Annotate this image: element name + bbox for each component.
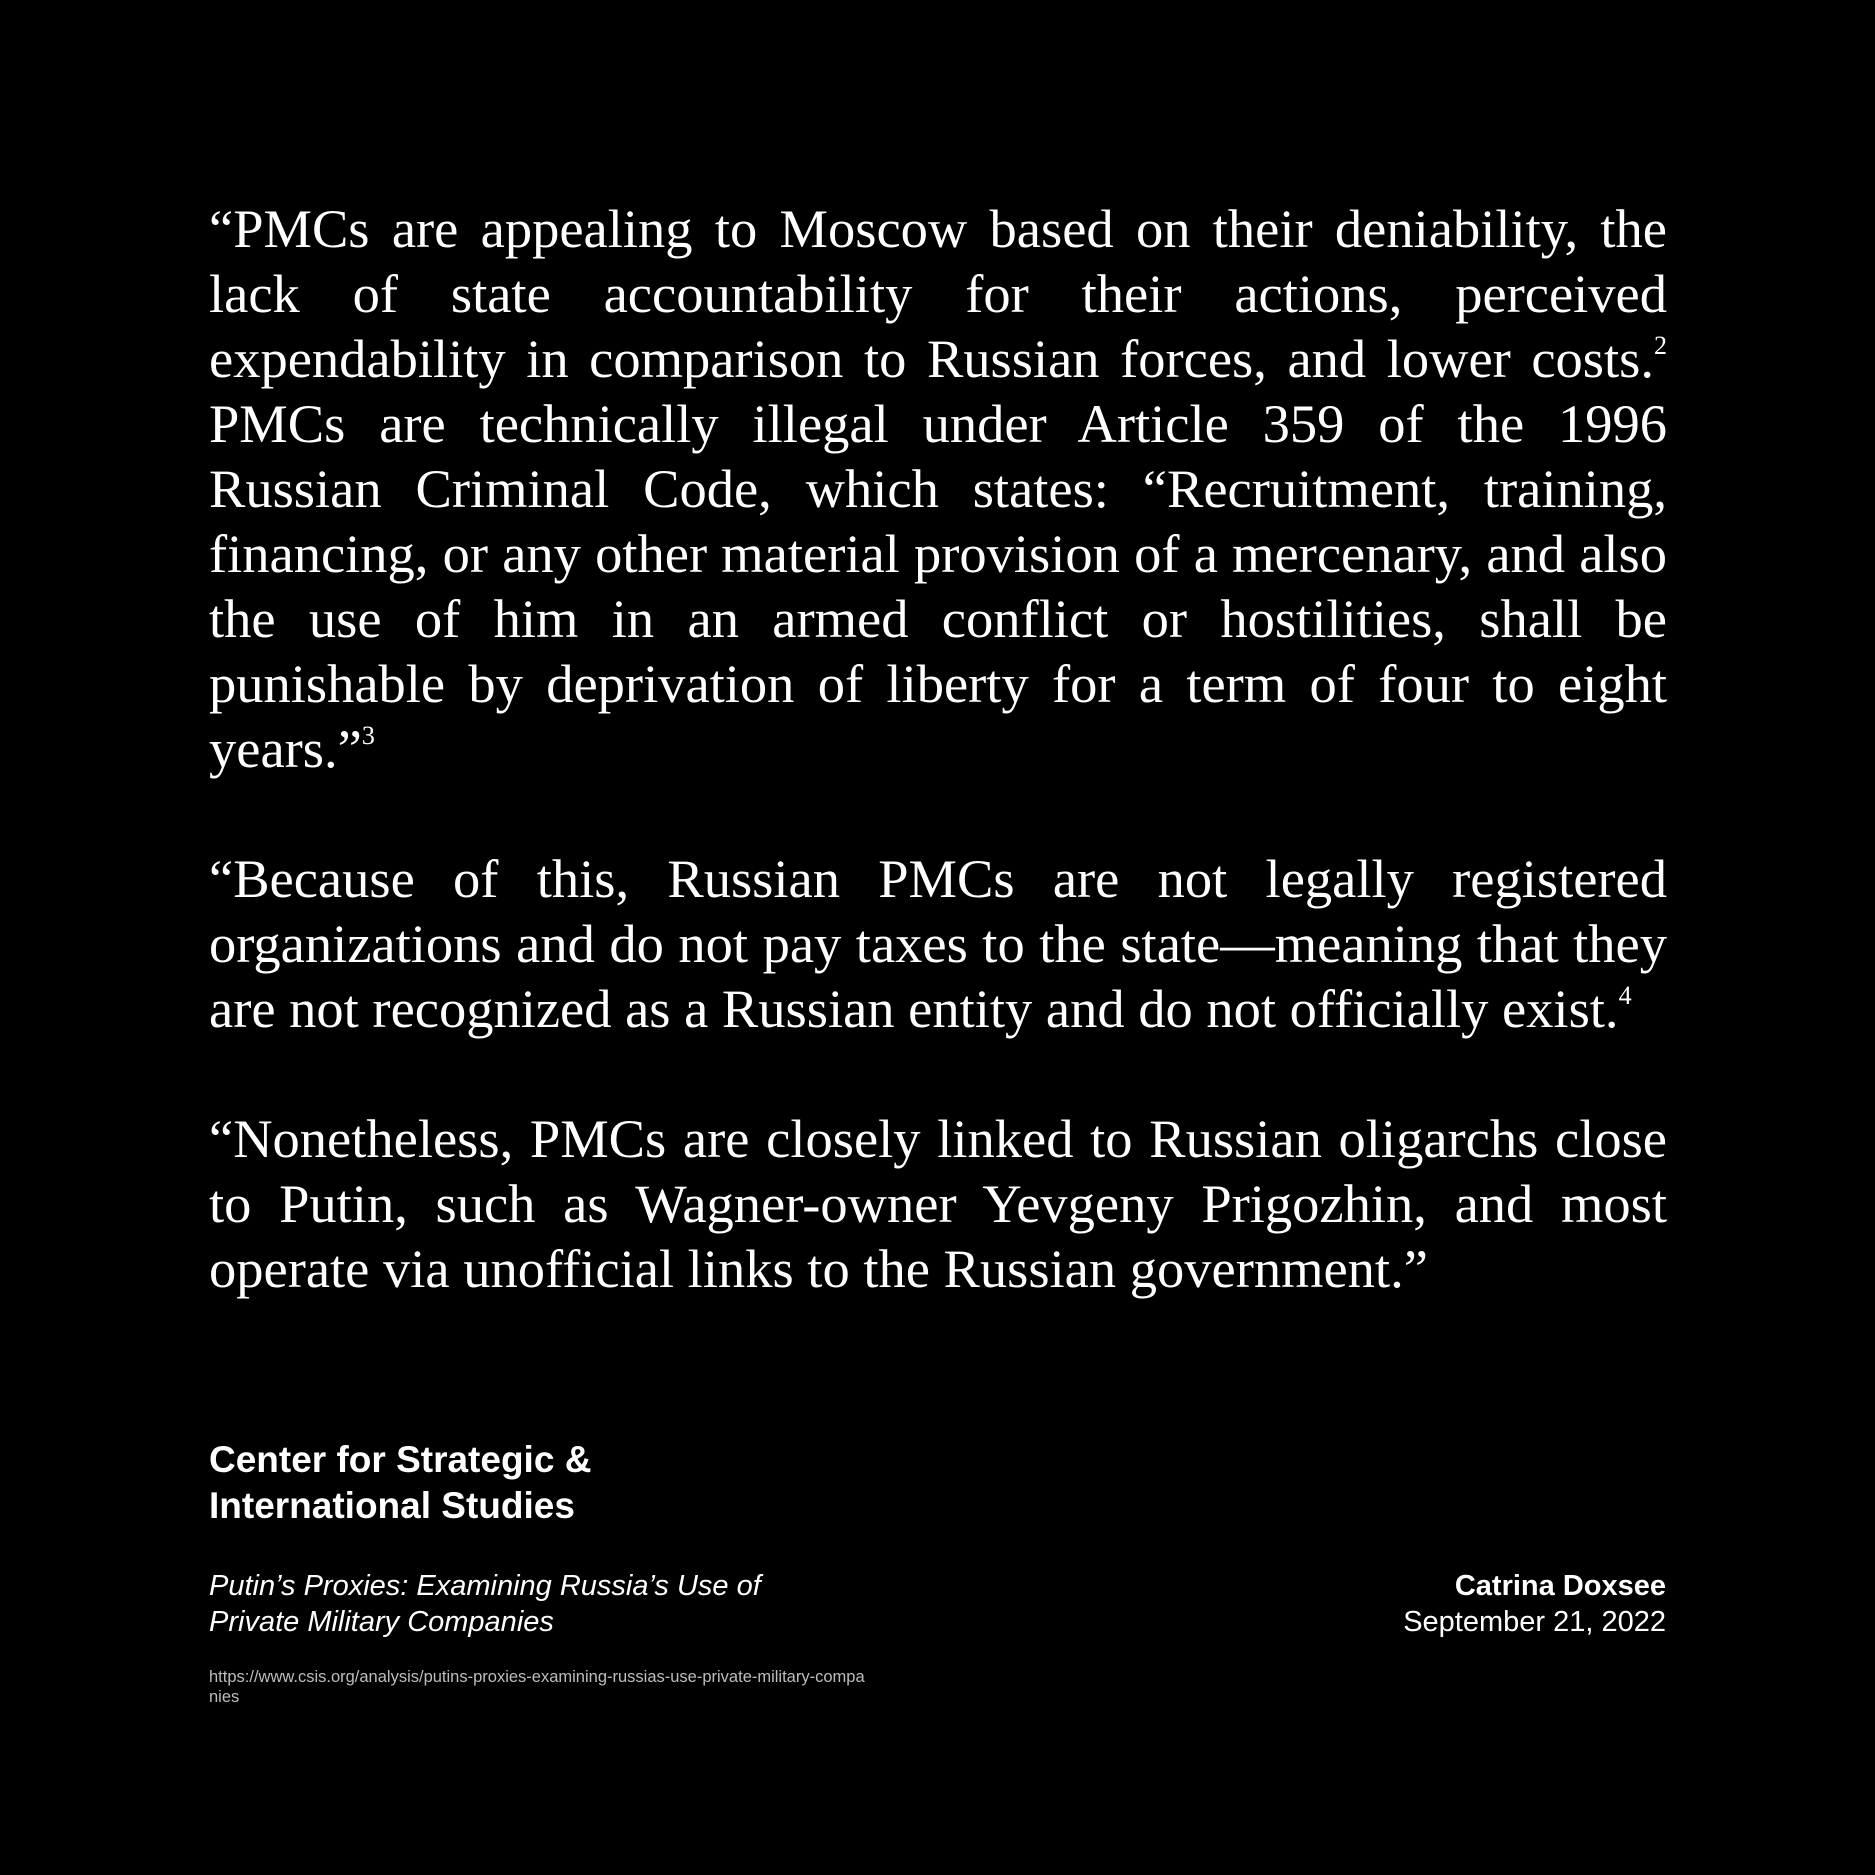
footnote-3: 3 — [361, 720, 375, 750]
quote-paragraph-3 — [209, 1106, 1667, 1301]
article-title-line-1: Putin’s Proxies: Examining Russia’s Use of — [209, 1570, 761, 1602]
footnote-4: 4 — [1618, 980, 1632, 1010]
quote-paragraph-1-text-b: PMCs are technically illegal under Article 359 of the 1996 Russian Criminal Code, which states: “Recruitment, training, financing, or any other material provision of a mercenary, and also the use of him in an armed conflict or hostilities, shall be punishable by deprivation of liberty for a term of four to eight years.” — [209, 393, 1667, 779]
article-title-line-2: Private Military Companies — [209, 1606, 554, 1638]
quote-paragraph-1 — [209, 196, 1667, 781]
quote-paragraph-2 — [209, 846, 1667, 1041]
quote-block — [209, 196, 1667, 1301]
source-url[interactable]: https://www.csis.org/analysis/putins-proxies-examining-russias-use-private-military-companies — [209, 1668, 865, 1706]
footnote-2: 2 — [1654, 330, 1667, 360]
organization-name — [209, 1437, 591, 1529]
publication-date: September 21, 2022 — [1403, 1606, 1666, 1638]
quote-paragraph-3-text: “Nonetheless, PMCs are closely linked to Russian oligarchs close to Putin, such as Wagner-owner Yevgeny Prigozhin, and most operate via unofficial links to the Russian government.” — [209, 1108, 1667, 1299]
article-title — [209, 1568, 909, 1640]
author-block — [1403, 1568, 1666, 1640]
quote-paragraph-2-text: “Because of this, Russian PMCs are not legally registered organizations and do not pay taxes to the state—meaning that they are not recognized as a Russian entity and do not officially exist. — [209, 848, 1667, 1039]
organization-line-1: Center for Strategic & — [209, 1439, 592, 1480]
quote-paragraph-1-text-a: “PMCs are appealing to Moscow based on their deniability, the lack of state accountability for their actions, perceived expendability in comparison to Russian forces, and lower costs. — [209, 198, 1667, 389]
author-name: Catrina Doxsee — [1454, 1570, 1666, 1602]
organization-line-2: International Studies — [209, 1485, 575, 1526]
